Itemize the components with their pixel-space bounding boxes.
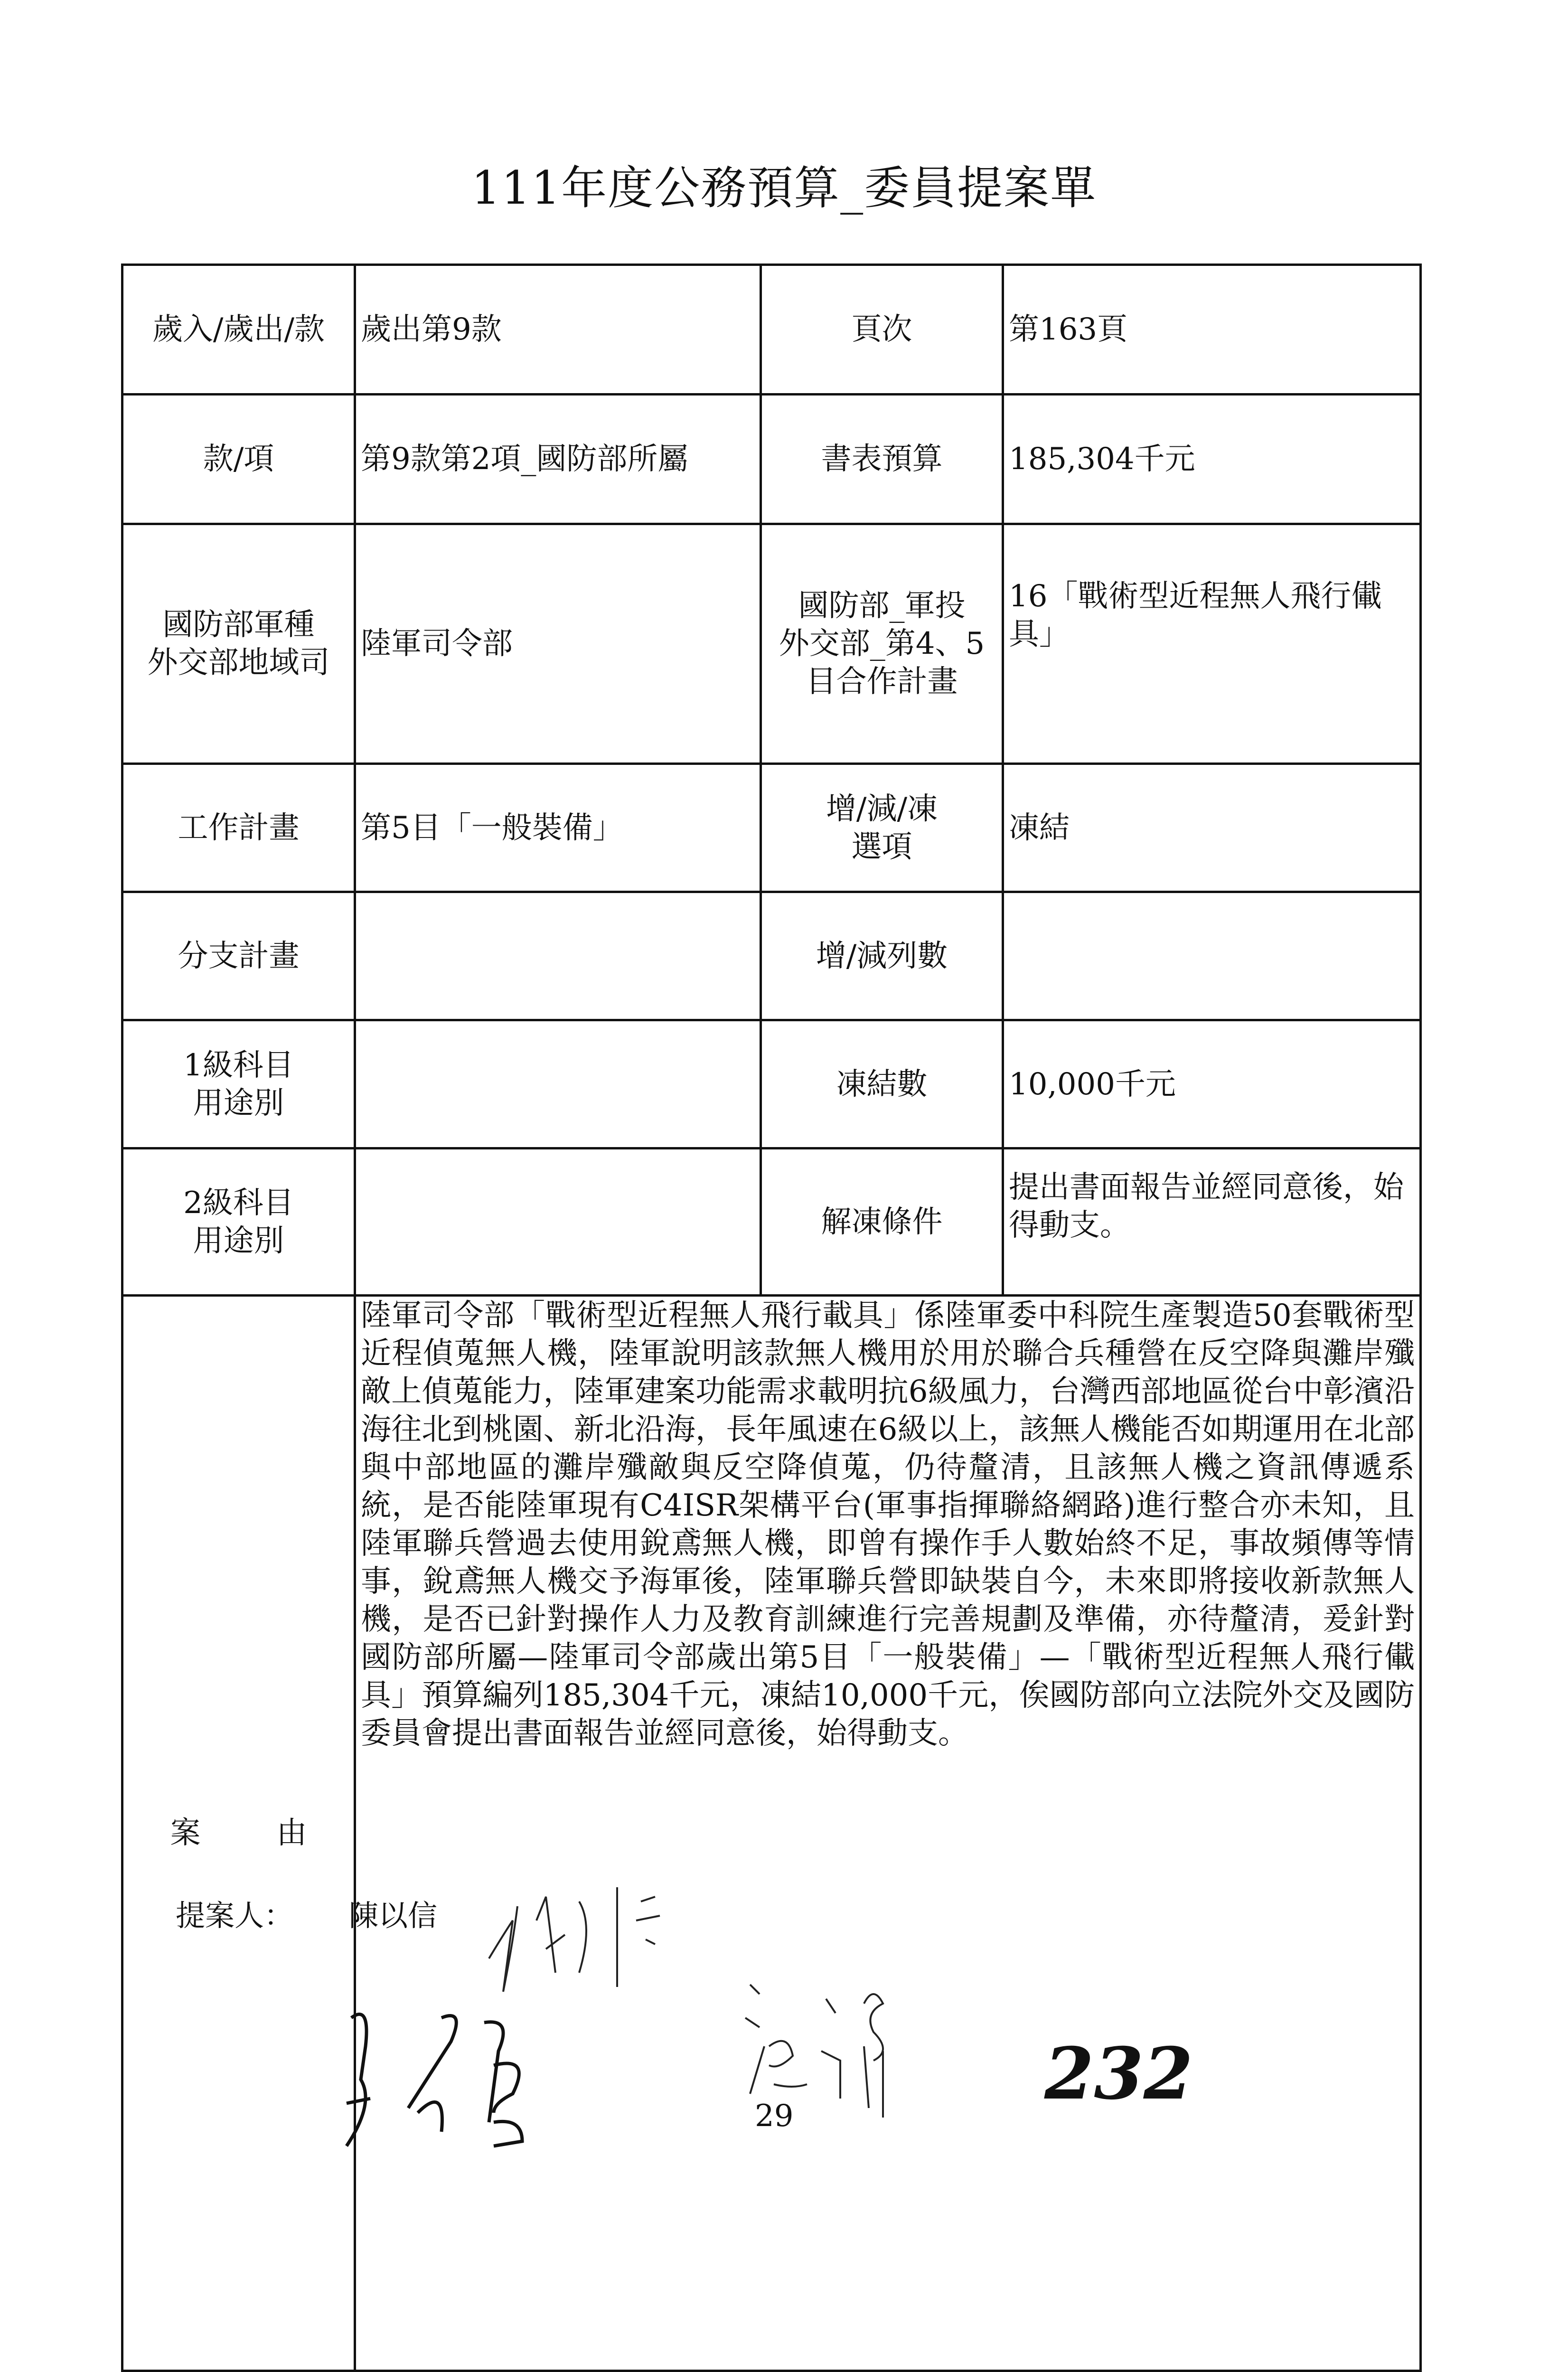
label-adjust-option-line2: 選項 [851,829,912,865]
label-level1-subject-line2: 用途別 [193,1085,284,1121]
label-level1-subject [122,1020,355,1148]
label-level2-subject-line2: 用途別 [193,1223,284,1259]
value-budget-amount: 185,304千元 [1003,395,1421,524]
label-revenue-expenditure-section: 歲入/歲出/款 [122,265,355,395]
signature-2 [332,1999,598,2156]
label-work-plan: 工作計畫 [122,764,355,892]
form-row-level1-subject [122,1020,1421,1148]
label-unfreeze-condition: 解凍條件 [761,1148,1003,1296]
value-department: 陸軍司令部 [355,524,761,764]
value-level1-subject [355,1020,761,1148]
document-title: 111年度公務預算_委員提案單 [471,161,1097,215]
label-department [122,524,355,764]
value-unfreeze-condition: 提出書面報告並經同意後，始得動支。 [1003,1148,1421,1296]
value-branch-plan [355,892,761,1020]
label-cooperation-plan [761,524,1003,764]
handwritten-number: 232 [1044,2032,1193,2116]
label-adjust-option-line1: 增/減/凍 [826,791,938,827]
form-row-level2-subject [122,1148,1421,1296]
label-frozen-amount: 凍結數 [761,1020,1003,1148]
value-revenue-expenditure-section: 歲出第9款 [355,265,761,395]
label-reason-char2: 由 [276,1816,307,1851]
label-adjust-amount: 增/減列數 [761,892,1003,1020]
value-reason: 陸軍司令部「戰術型近程無人飛行載具」係陸軍委中科院生產製造50套戰術型近程偵蒐無人機，陸軍說明該款無人機用於用於聯合兵種營在反空降與灘岸殲敵上偵蒐能力，陸軍建案功能需求載明抗6級風力，台灣西部地區從台中彰濱沿海往北到桃園、新北沿海，長年風速在6級以上，該無人機能否如期運用在北部與中部地區的灘岸殲敵與反空降偵蒐，仍待釐清，且該無人機之資訊傳遞系統，是否能陸軍現有C4ISR架構平台(軍事指揮聯絡網路)進行整合亦未知，且陸軍聯兵營過去使用銳鳶無人機，即曾有操作手人數始終不足，事故頻傳等情事，銳鳶無人機交予海軍後，陸軍聯兵營即缺裝自今，未來即將接收新款無人機，是否已針對操作人力及教育訓練進行完善規劃及準備，亦待釐清，爰針對國防部所屬—陸軍司令部歲出第5目「一般裝備」—「戰術型近程無人飛行儎具」預算編列185,304千元，凍結10,000千元，俟國防部向立法院外交及國防委員會提出書面報告並經同意後，始得動支。 [355,1296,1421,2371]
proposer-label: 提案人： [176,1898,294,1933]
label-department-line1: 國防部軍種 [162,607,315,642]
proposer-name: 陳以信 [349,1898,438,1933]
value-page: 第163頁 [1003,265,1421,395]
label-cooperation-plan-line3: 目合作計畫 [806,664,958,699]
form-row-department [122,524,1421,764]
label-section-item: 款/項 [122,395,355,524]
label-adjust-option [761,764,1003,892]
value-work-plan: 第5目「一般裝備」 [355,764,761,892]
label-branch-plan: 分支計畫 [122,892,355,1020]
label-page: 頁次 [761,265,1003,395]
label-reason-char1: 案 [170,1816,201,1851]
label-level2-subject [122,1148,355,1296]
label-level2-subject-line1: 2級科目 [183,1185,294,1221]
form-row-reason [122,1296,1421,2371]
label-reason [122,1296,355,2371]
value-adjust-option: 凍結 [1003,764,1421,892]
label-cooperation-plan-line2: 外交部_第4、5 [779,626,985,661]
label-cooperation-plan-line1: 國防部_軍投 [798,588,966,623]
value-section-item: 第9款第2項_國防部所屬 [355,395,761,524]
form-row-work-plan [122,764,1421,892]
value-level2-subject [355,1148,761,1296]
form-row-branch-plan [122,892,1421,1020]
value-adjust-amount [1003,892,1421,1020]
value-frozen-amount: 10,000千元 [1003,1020,1421,1148]
value-cooperation-plan: 16「戰術型近程無人飛行儎具」 [1003,524,1421,764]
form-row-fiscal-section [122,265,1421,395]
form-row-section-item [122,395,1421,524]
label-budget-amount: 書表預算 [761,395,1003,524]
label-department-line2: 外交部地域司 [147,645,330,680]
page-number: 29 [755,2099,794,2134]
label-level1-subject-line1: 1級科目 [183,1047,294,1083]
